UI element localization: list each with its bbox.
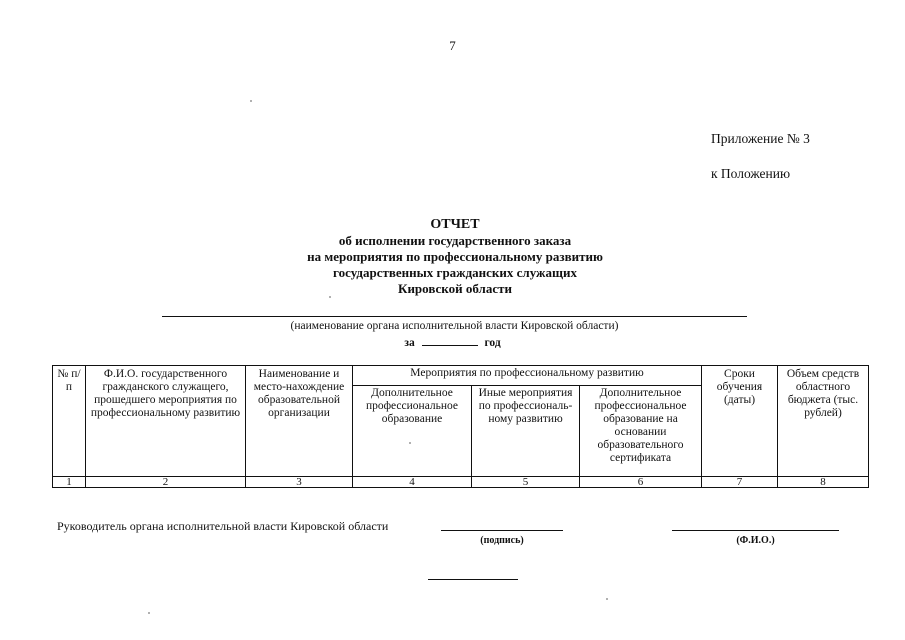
full-name-line[interactable] [672,530,839,531]
column-number: 2 [86,477,246,488]
signature-caption: (подпись) [480,535,524,546]
title-line-1: ОТЧЕТ [430,217,480,232]
full-name-caption: (Ф.И.О.) [736,535,775,546]
scan-speck [329,296,331,298]
header-certificate-education: Дополнительное профессиональное образование на основании образовательного сертификата [580,386,702,477]
signature-line[interactable] [441,530,563,531]
column-number: 8 [778,477,869,488]
bottom-separator-line [428,579,518,580]
scan-speck [606,598,608,600]
period-year-blank[interactable] [422,335,478,346]
org-name-line[interactable] [162,316,747,317]
title-line-4: государственных гражданских служащих [333,265,577,280]
column-number: 5 [472,477,580,488]
header-dates: Сроки обучения (даты) [702,366,778,477]
header-activities-group: Мероприятия по профессиональному развитию [353,366,702,386]
header-budget: Объем средств областного бюджета (тыс. рублей) [778,366,869,477]
header-full-name: Ф.И.О. государственного гражданского служащего, прошедшего мероприятия по профессиональному развитию [86,366,246,477]
period-suffix: год [484,337,501,349]
column-number: 7 [702,477,778,488]
title-line-3: на мероприятия по профессиональному развитию [307,249,603,264]
column-number: 6 [580,477,702,488]
column-numbers-row [53,477,869,488]
org-name-caption: (наименование органа исполнительной власти Кировской области) [290,320,619,332]
page-number: 7 [449,38,456,53]
column-number: 4 [353,477,472,488]
scan-speck [148,612,150,614]
report-title [150,217,760,297]
scan-speck [409,442,411,444]
report-period [0,335,905,349]
header-organization: Наименование и место-нахождение образовательной организации [246,366,353,477]
header-other-activities: Иные мероприятия по профессиональ-ному развитию [472,386,580,477]
column-number: 3 [246,477,353,488]
signer-label: Руководитель органа исполнительной власти Кировской области [57,519,389,533]
header-additional-education: Дополнительное профессиональное образование [353,386,472,477]
report-table [52,365,869,488]
header-number: № п/п [53,366,86,477]
appendix-reference: к Положению [711,166,791,181]
title-line-5: Кировской области [398,281,512,296]
title-line-2: об исполнении государственного заказа [338,233,572,248]
column-number: 1 [53,477,86,488]
appendix-label: Приложение № 3 [711,131,810,146]
period-prefix: за [404,337,415,349]
scan-speck [250,100,252,102]
